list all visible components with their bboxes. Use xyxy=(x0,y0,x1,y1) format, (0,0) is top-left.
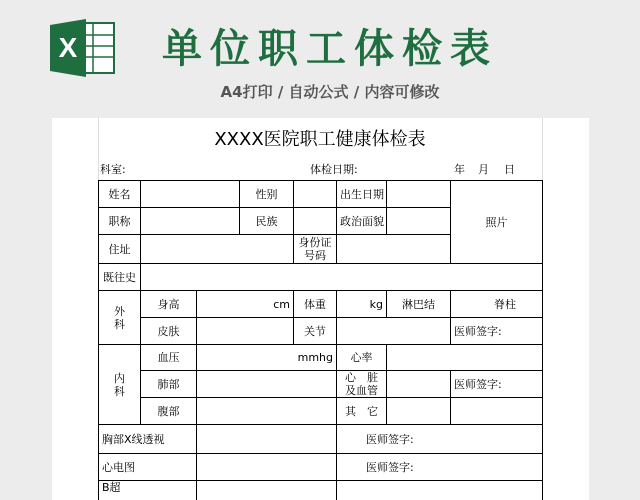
internal-doctor-sign[interactable]: 医师签字: xyxy=(451,371,543,398)
lymph-label: 淋巴结 xyxy=(387,291,451,318)
table-row xyxy=(99,318,543,345)
weight-label: 体重 xyxy=(294,291,337,318)
name-label: 姓名 xyxy=(99,181,141,208)
political-status-label: 政治面貌 xyxy=(337,208,387,235)
abdomen-label: 腹部 xyxy=(141,398,197,425)
height-label: 身高 xyxy=(141,291,197,318)
gender-field[interactable] xyxy=(294,181,337,208)
ecg-field[interactable] xyxy=(197,454,337,481)
height-field[interactable]: cm xyxy=(197,291,294,318)
heart-vessels-label: 心 脏 及血管 xyxy=(337,371,387,398)
id-number-label: 身份证 号码 xyxy=(294,235,337,264)
banner-subtitle: A4打印 / 自动公式 / 内容可修改 xyxy=(220,83,440,101)
heart-rate-label: 心率 xyxy=(337,345,387,371)
table-row xyxy=(99,454,543,481)
gender-label: 性别 xyxy=(240,181,294,208)
health-exam-form xyxy=(98,180,543,500)
spine-cell[interactable] xyxy=(451,291,543,318)
chest-xray-label: 胸部X线透视 xyxy=(99,425,197,454)
other-label: 其 它 xyxy=(337,398,387,425)
table-row xyxy=(99,181,543,208)
medical-history-field[interactable] xyxy=(141,264,543,291)
photo-box[interactable]: 照片 xyxy=(451,181,543,264)
spreadsheet-page xyxy=(52,118,589,500)
address-label: 住址 xyxy=(99,235,141,264)
blood-pressure-field[interactable]: mmhg xyxy=(197,345,337,371)
other-field[interactable] xyxy=(387,398,451,425)
surgery-doctor-sign[interactable]: 医师签字: xyxy=(451,318,543,345)
address-field[interactable] xyxy=(141,235,294,264)
joints-field[interactable] xyxy=(337,318,451,345)
surgery-section-label: 外 科 xyxy=(99,291,141,345)
dept-label: 科室: xyxy=(100,163,126,176)
table-row xyxy=(99,264,543,291)
skin-field[interactable] xyxy=(197,318,294,345)
table-row xyxy=(99,398,543,425)
heart-vessels-field[interactable] xyxy=(387,371,451,398)
chest-xray-doctor-sign[interactable]: 医师签字: xyxy=(337,425,543,454)
birth-date-label: 出生日期 xyxy=(337,181,387,208)
abdomen-field[interactable] xyxy=(197,398,337,425)
lungs-field[interactable] xyxy=(197,371,337,398)
b-ultrasound-sign[interactable] xyxy=(337,481,543,500)
exam-date-label: 体检日期: xyxy=(310,163,358,176)
heart-rate-field[interactable] xyxy=(387,345,543,371)
internal-section-label: 内 科 xyxy=(99,345,141,425)
ecg-doctor-sign[interactable]: 医师签字: xyxy=(337,454,543,481)
banner-title: 单位职工体检表 xyxy=(162,26,498,72)
svg-text:X: X xyxy=(58,32,78,63)
ethnicity-label: 民族 xyxy=(240,208,294,235)
medical-history-label: 既往史 xyxy=(99,264,141,291)
internal-sign-blank[interactable] xyxy=(451,398,543,425)
b-ultrasound-field[interactable] xyxy=(197,481,337,500)
excel-icon xyxy=(50,19,116,77)
joints-label: 关节 xyxy=(294,318,337,345)
table-row xyxy=(99,345,543,371)
spine-label: 脊柱 xyxy=(494,297,516,311)
lungs-label: 肺部 xyxy=(141,371,197,398)
table-row xyxy=(99,481,543,500)
name-field[interactable] xyxy=(141,181,240,208)
table-row xyxy=(99,425,543,454)
chest-xray-field[interactable] xyxy=(197,425,337,454)
banner xyxy=(0,0,640,118)
date-month: 月 xyxy=(478,163,489,176)
blood-pressure-label: 血压 xyxy=(141,345,197,371)
title-label: 职称 xyxy=(99,208,141,235)
b-ultrasound-label: B超 xyxy=(99,481,197,500)
date-year: 年 xyxy=(454,163,465,176)
table-row xyxy=(99,291,543,318)
form-title: XXXX医院职工健康体检表 xyxy=(214,129,426,150)
id-number-field[interactable] xyxy=(337,235,451,264)
table-row xyxy=(99,371,543,398)
birth-date-field[interactable] xyxy=(387,181,451,208)
title-field[interactable] xyxy=(141,208,240,235)
date-day: 日 xyxy=(504,163,515,176)
ecg-label: 心电图 xyxy=(99,454,197,481)
weight-field[interactable]: kg xyxy=(337,291,387,318)
political-status-field[interactable] xyxy=(387,208,451,235)
ethnicity-field[interactable] xyxy=(294,208,337,235)
skin-label: 皮肤 xyxy=(141,318,197,345)
